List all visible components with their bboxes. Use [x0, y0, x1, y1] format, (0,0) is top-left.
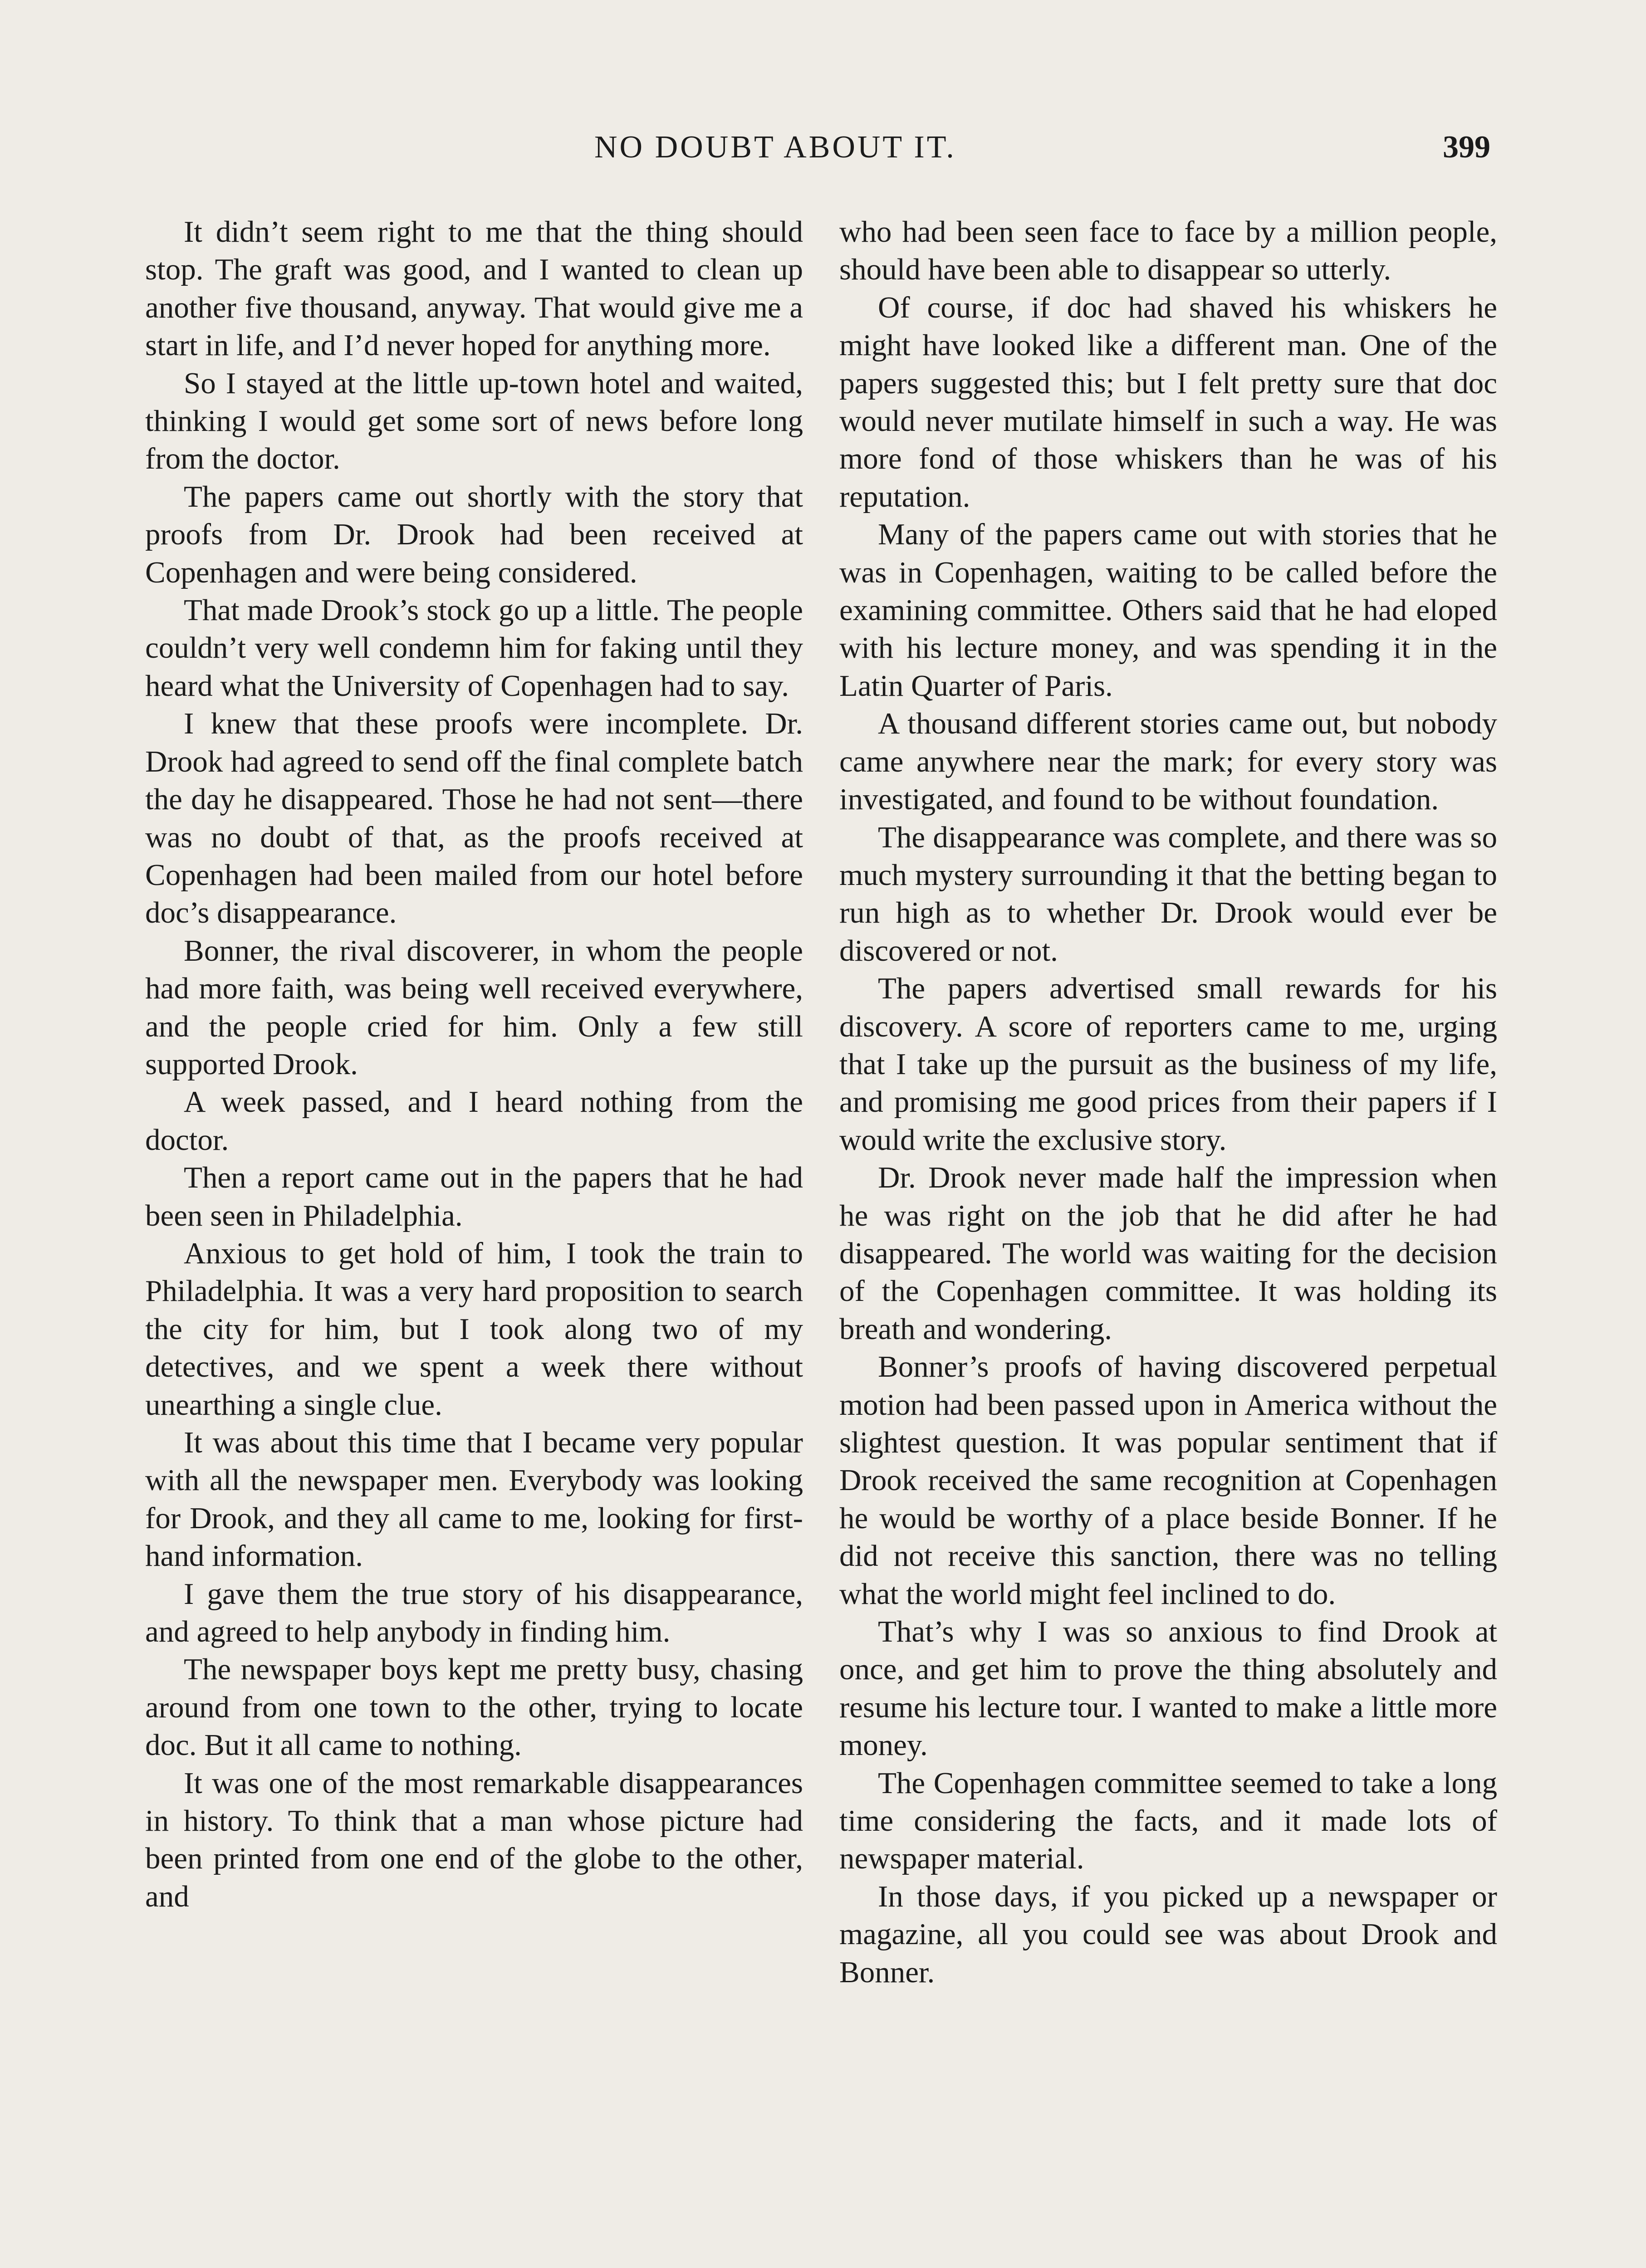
- paragraph: I knew that these proofs were incomplete. Dr. Drook had agreed to send off the final complete batch the day he disappeared. Those he had not sent—there was no doubt of that, as the proofs received at Copenhagen had been mailed from our hotel before doc’s disappearance.: [145, 707, 803, 930]
- paragraph: Bonner, the rival discoverer, in whom the people had more faith, was being well received everywhere, and the people cried for him. Only a few still supported Drook.: [145, 934, 803, 1081]
- paragraph: The papers advertised small rewards for his discovery. A score of reporters came to me, urging that I take up the pursuit as the business of my life, and promising me good prices from their papers if I would write the exclusive story.: [839, 972, 1497, 1157]
- paragraph: The papers came out shortly with the story that proofs from Dr. Drook had been received at Copenhagen and were being considered.: [145, 479, 803, 589]
- left-text-column: [145, 213, 803, 1916]
- paragraph: In those days, if you picked up a newspaper or magazine, all you could see was about Drook and Bonner.: [839, 1879, 1497, 1989]
- paragraph: That’s why I was so anxious to find Drook at once, and get him to prove the thing absolutely and resume his lecture tour. I wanted to make a little more money.: [839, 1615, 1497, 1762]
- paragraph: The disappearance was complete, and there was so much mystery surrounding it that the betting began to run high as to whether Dr. Drook would ever be discovered or not.: [839, 820, 1497, 968]
- paragraph: It didn’t seem right to me that the thing should stop. The graft was good, and I wanted to clean up another five thousand, anyway. That would give me a start in life, and I’d never hoped for anything more.: [145, 215, 803, 362]
- paragraph: It was about this time that I became very popular with all the newspaper men. Everybody was looking for Drook, and they all came to me, looking for first-hand information.: [145, 1426, 803, 1573]
- paragraph: The Copenhagen committee seemed to take a long time considering the facts, and it made lots of newspaper material.: [839, 1766, 1497, 1876]
- page-number: 399: [1443, 130, 1490, 165]
- paragraph: Of course, if doc had shaved his whiskers he might have looked like a different man. One of the papers suggested this; but I felt pretty sure that doc would never mutilate himself in such a way. He was more fond of those whiskers than he was of his reputation.: [839, 290, 1497, 513]
- paragraph: Many of the papers came out with stories that he was in Copenhagen, waiting to be called before the examining committee. Others said that he had eloped with his lecture money, and was spending it in the Latin Quarter of Paris.: [839, 518, 1497, 703]
- paragraph: So I stayed at the little up-town hotel and waited, thinking I would get some sort of news before long from the doctor.: [145, 366, 803, 476]
- paragraph: It was one of the most remarkable disappearances in history. To think that a man whose picture had been printed from one end of the globe to the other, and: [145, 1766, 803, 1913]
- right-text-column: [839, 213, 1497, 1991]
- paragraph: I gave them the true story of his disappearance, and agreed to help anybody in finding him.: [145, 1577, 803, 1649]
- paragraph: Anxious to get hold of him, I took the train to Philadelphia. It was a very hard proposition to search the city for him, but I took along two of my detectives, and we spent a week there without unearthing a single clue.: [145, 1236, 803, 1422]
- running-header-title: NO DOUBT ABOUT IT.: [594, 130, 956, 165]
- paragraph: That made Drook’s stock go up a little. The people couldn’t very well condemn him for faking until they heard what the University of Copenhagen had to say.: [145, 593, 803, 703]
- paragraph: A week passed, and I heard nothing from the doctor.: [145, 1085, 803, 1157]
- paragraph: A thousand different stories came out, but nobody came anywhere near the mark; for every story was investigated, and found to be without foundation.: [839, 707, 1497, 816]
- paragraph: The newspaper boys kept me pretty busy, chasing around from one town to the other, trying to locate doc. But it all came to nothing.: [145, 1652, 803, 1762]
- paragraph: Bonner’s proofs of having discovered perpetual motion had been passed upon in America without the slightest question. It was popular sentiment that if Drook received the same recognition at Copenhagen he would be worthy of a place beside Bonner. If he did not receive this sanction, there was no telling what the world might feel inclined to do.: [839, 1350, 1497, 1611]
- paragraph: Then a report came out in the papers that he had been seen in Philadelphia.: [145, 1161, 803, 1232]
- paragraph: Dr. Drook never made half the impression when he was right on the job that he did after he had disappeared. The world was waiting for the decision of the Copenhagen committee. It was holding its breath and wondering.: [839, 1161, 1497, 1346]
- paragraph: who had been seen face to face by a million people, should have been able to disappear so utterly.: [839, 215, 1497, 287]
